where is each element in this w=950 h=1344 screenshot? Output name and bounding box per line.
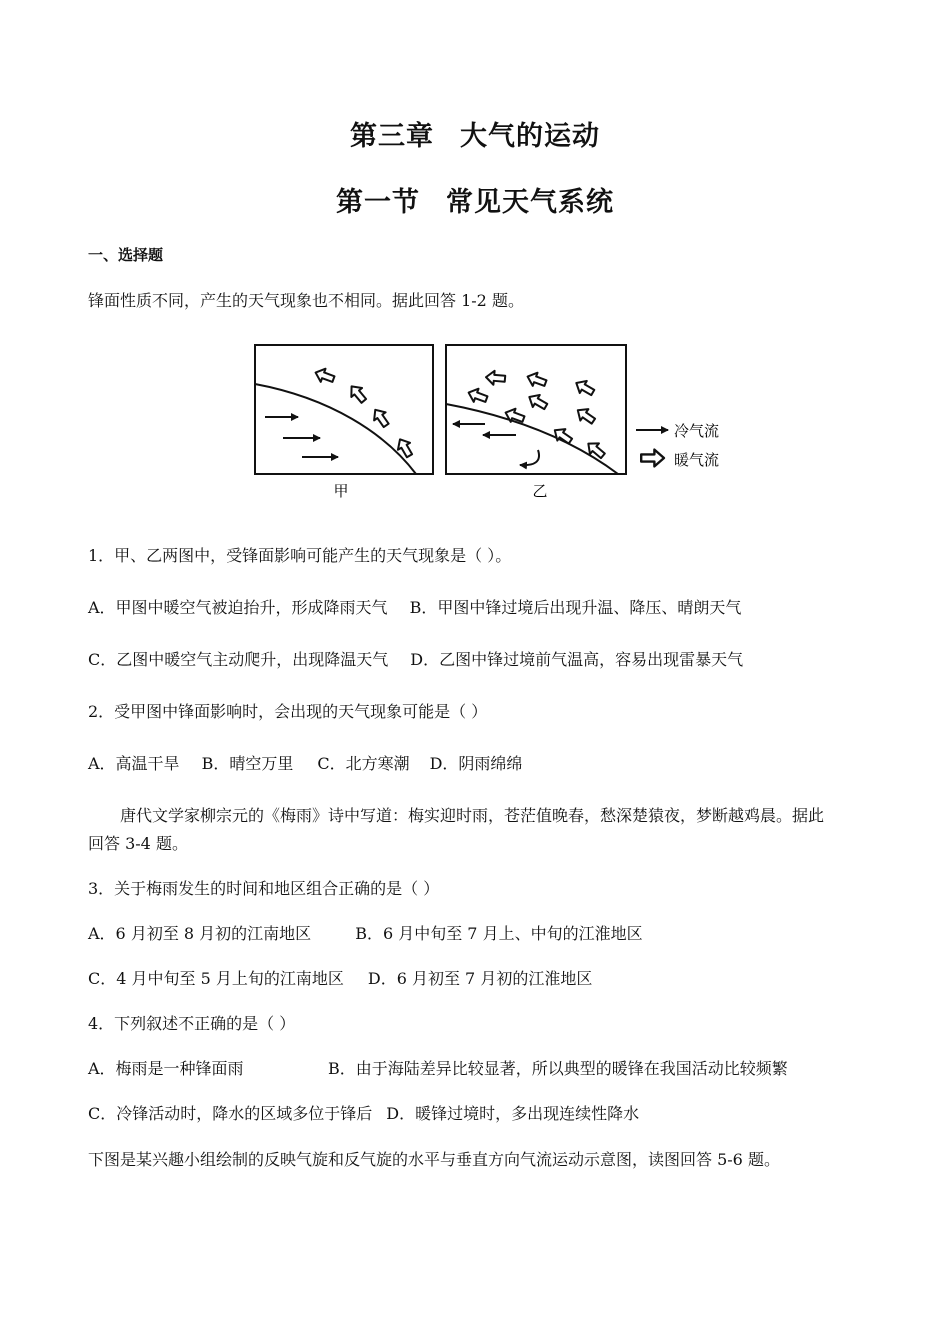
section-heading: 一、选择题 bbox=[88, 246, 164, 264]
q2-stem: 2．受甲图中锋面影响时，会出现的天气现象可能是（ ） bbox=[88, 702, 488, 721]
label-yi: 乙 bbox=[532, 482, 548, 500]
warm-arrow bbox=[526, 391, 549, 413]
intro-3-4-line1: 唐代文学家柳宗元的《梅雨》诗中写道：梅实迎时雨，苍茫值晚春，愁深楚猿夜，梦断越鸡晨。据此 bbox=[120, 806, 825, 825]
q2-options bbox=[88, 752, 522, 776]
warm-arrow bbox=[394, 436, 416, 459]
q1-option-c[interactable]: C．乙图中暖空气主动爬升，出现降温天气 bbox=[88, 650, 389, 669]
legend-cold-label: 冷气流 bbox=[674, 422, 720, 440]
q3-option-d[interactable]: D．6 月初至 7 月初的江淮地区 bbox=[367, 969, 593, 988]
q2-option-b[interactable]: B．晴空万里 bbox=[201, 754, 294, 773]
q1-stem: 1．甲、乙两图中，受锋面影响可能产生的天气现象是（ ）。 bbox=[88, 546, 512, 565]
q1-option-b[interactable]: B．甲图中锋过境后出现升温、降压、晴朗天气 bbox=[409, 598, 742, 617]
warm-arrow bbox=[466, 386, 489, 406]
label-jia: 甲 bbox=[333, 482, 349, 500]
q2-option-c[interactable]: C．北方寒潮 bbox=[317, 754, 410, 773]
front-line-jia bbox=[255, 384, 416, 474]
q1-option-a[interactable]: A．甲图中暖空气被迫抬升，形成降雨天气 bbox=[88, 598, 388, 617]
q1-options-row2 bbox=[88, 648, 743, 672]
q4-option-a[interactable]: A．梅雨是一种锋面雨 bbox=[88, 1059, 244, 1078]
legend-warm-arrow bbox=[641, 450, 664, 467]
front-diagram bbox=[250, 338, 740, 500]
warm-arrow bbox=[574, 405, 598, 427]
q3-option-c[interactable]: C．4 月中旬至 5 月上旬的江南地区 bbox=[88, 969, 344, 988]
warm-arrow bbox=[346, 382, 369, 406]
q2-option-a[interactable]: A．高温干旱 bbox=[88, 754, 180, 773]
q4-option-b[interactable]: B．由于海陆差异比较显著，所以典型的暖锋在我国活动比较频繁 bbox=[328, 1059, 788, 1078]
q4-options-row2 bbox=[88, 1102, 639, 1126]
q3-option-b[interactable]: B．6 月中旬至 7 月上、中旬的江淮地区 bbox=[355, 924, 643, 943]
q4-options-row1 bbox=[88, 1057, 788, 1081]
q2-option-d[interactable]: D．阴雨绵绵 bbox=[429, 754, 523, 773]
section-title: 第一节 常见天气系统 bbox=[336, 187, 614, 218]
warm-arrow bbox=[503, 406, 526, 426]
cold-arrow-curved bbox=[520, 450, 539, 465]
warm-arrow bbox=[551, 425, 575, 447]
q1-options-row1 bbox=[88, 596, 741, 620]
q1-option-d[interactable]: D．乙图中锋过境前气温高，容易出现雷暴天气 bbox=[410, 650, 744, 669]
q4-stem: 4．下列叙述不正确的是（ ） bbox=[88, 1014, 296, 1033]
warm-arrow bbox=[573, 377, 596, 399]
q3-options-row2 bbox=[88, 967, 592, 991]
warm-arrow bbox=[525, 370, 548, 390]
intro-1-2: 锋面性质不同，产生的天气现象也不相同。据此回答 1-2 题。 bbox=[88, 291, 524, 310]
warm-arrow bbox=[313, 366, 336, 386]
intro-3-4-line2: 回答 3-4 题。 bbox=[88, 834, 188, 853]
warm-arrow bbox=[485, 370, 505, 386]
warm-arrow bbox=[370, 406, 392, 430]
q3-options-row1 bbox=[88, 922, 643, 946]
q3-stem: 3．关于梅雨发生的时间和地区组合正确的是（ ） bbox=[88, 879, 440, 898]
intro-5-6: 下图是某兴趣小组绘制的反映气旋和反气旋的水平与垂直方向气流运动示意图，读图回答 5-6 题。 bbox=[88, 1150, 780, 1169]
q3-option-a[interactable]: A．6 月初至 8 月初的江南地区 bbox=[88, 924, 312, 943]
legend-warm-label: 暖气流 bbox=[674, 451, 720, 469]
q4-option-c[interactable]: C．冷锋活动时，降水的区域多位于锋后 bbox=[88, 1104, 373, 1123]
chapter-title: 第三章 大气的运动 bbox=[350, 121, 600, 152]
q4-option-d[interactable]: D．暖锋过境时，多出现连续性降水 bbox=[386, 1104, 640, 1123]
